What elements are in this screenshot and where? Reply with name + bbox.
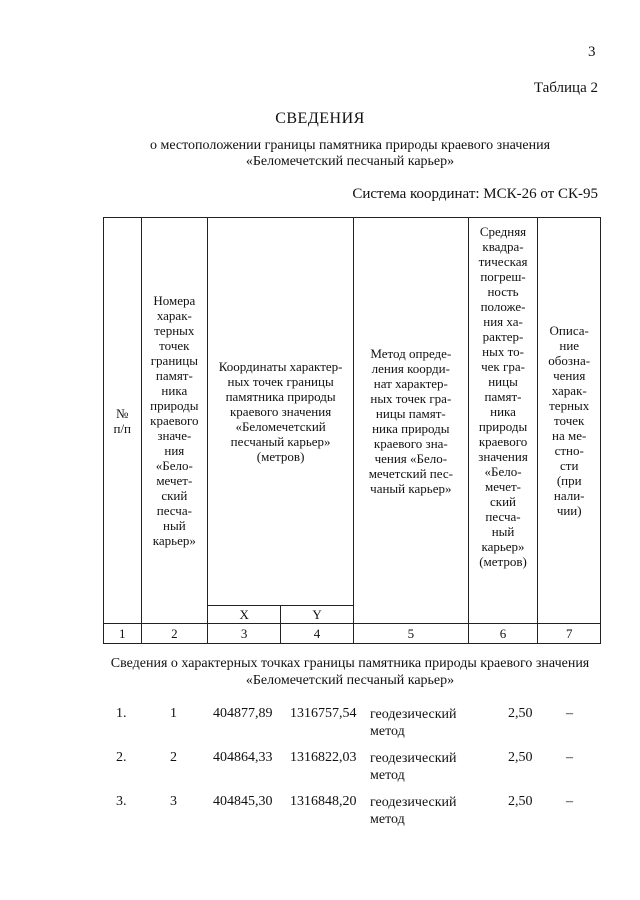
method: геодезический метод — [370, 795, 457, 827]
error-value: 2,50 — [508, 706, 533, 721]
error-value: 2,50 — [508, 794, 533, 809]
header-num: № п/п — [104, 218, 142, 624]
column-number: 7 — [538, 624, 601, 644]
column-number: 5 — [354, 624, 469, 644]
coordinates-header-table — [103, 217, 601, 644]
coord-x: 404845,30 — [213, 794, 273, 809]
description: – — [566, 706, 573, 721]
column-number: 1 — [104, 624, 142, 644]
coordinate-system-label: Система координат: МСК-26 от СК-95 — [352, 186, 598, 202]
table-row — [0, 706, 640, 746]
table-label: Таблица 2 — [533, 80, 598, 96]
point-number: 2 — [170, 750, 177, 765]
description: – — [566, 750, 573, 765]
coord-y: 1316757,54 — [290, 706, 357, 721]
row-number: 1. — [116, 706, 127, 721]
section-caption: Сведения о характерных точках границы памятника природы краевого значения «Беломечетский песчаный карьер» — [110, 656, 590, 688]
header-error: Средняя квадра- тическая погреш- ность положе- ния ха- рактер- ных то- чек гра- ницы памят- ника природы краевого значения «Бело- мечет- ский песча- ный карьер» (метров) — [468, 218, 538, 624]
header-y: Y — [281, 606, 354, 624]
coord-y: 1316822,03 — [290, 750, 357, 765]
header-description: Описа- ние обозна- чения харак- терных точек на ме- стно- сти (при нали- чии) — [538, 218, 601, 624]
document-subtitle: о местоположении границы памятника природы краевого значения «Беломечетский песчаный карьер» — [149, 138, 551, 169]
point-number: 3 — [170, 794, 177, 809]
method: геодезический метод — [370, 751, 457, 783]
row-number: 3. — [116, 794, 127, 809]
header-x: X — [208, 606, 281, 624]
header-point-numbers: Номера харак- терных точек границы памят- ника природы краевого значе- ния «Бело- мечет- ский песча- ный карьер» — [141, 218, 208, 624]
method: геодезический метод — [370, 707, 457, 739]
table-row — [0, 794, 640, 834]
header-coordinates: Координаты характер- ных точек границы памятника природы краевого значения «Беломечетский песчаный карьер» (метров) — [208, 218, 354, 606]
column-number: 3 — [208, 624, 281, 644]
table-row — [0, 750, 640, 790]
row-number: 2. — [116, 750, 127, 765]
coord-y: 1316848,20 — [290, 794, 357, 809]
column-number: 2 — [141, 624, 208, 644]
coord-x: 404864,33 — [213, 750, 273, 765]
column-number: 6 — [468, 624, 538, 644]
column-number: 4 — [281, 624, 354, 644]
error-value: 2,50 — [508, 750, 533, 765]
header-method: Метод опреде- ления коорди- нат характер- ных точек гра- ницы памят- ника природы краевого зна- чения «Бело- мечетский пес- чаный карьер» — [354, 218, 469, 624]
point-number: 1 — [170, 706, 177, 721]
coord-x: 404877,89 — [213, 706, 273, 721]
description: – — [566, 794, 573, 809]
document-title: СВЕДЕНИЯ — [275, 110, 365, 127]
page-number: 3 — [588, 44, 596, 60]
